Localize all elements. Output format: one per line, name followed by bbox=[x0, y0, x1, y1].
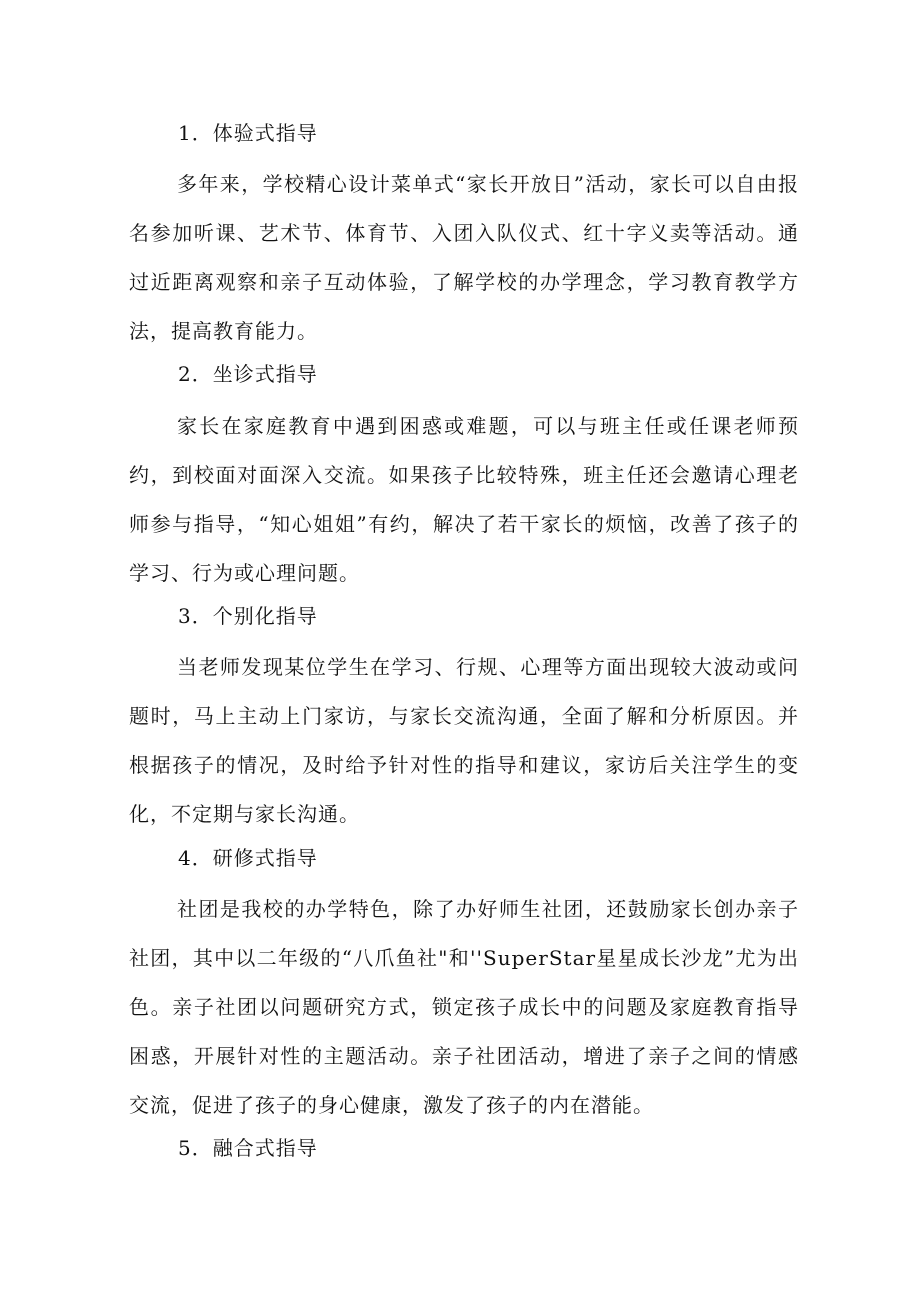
section-heading-3: 3．个别化指导 bbox=[178, 604, 318, 628]
section-heading-5: 5．融合式指导 bbox=[178, 1136, 318, 1160]
section-heading-2: 2．坐诊式指导 bbox=[178, 362, 318, 386]
section-heading-4: 4．研修式指导 bbox=[178, 846, 318, 870]
section-heading-1: 1．体验式指导 bbox=[178, 121, 318, 145]
section-paragraph-2: 家长在家庭教育中遇到困惑或难题，可以与班主任或任课老师预约，到校面对面深入交流。如果孩子比较特殊，班主任还会邀请心理老师参与指导，“知心姐姐”有约，解决了若干家长的烦恼，改善了孩子的学习、行为或心理问题。 bbox=[129, 414, 799, 585]
section-paragraph-1: 多年来，学校精心设计菜单式“家长开放日”活动，家长可以自由报名参加听课、艺术节、体育节、入团入队仪式、红十字义卖等活动。通过近距离观察和亲子互动体验，了解学校的办学理念，学习教育教学方法，提高教育能力。 bbox=[129, 172, 799, 343]
section-paragraph-3: 当老师发现某位学生在学习、行规、心理等方面出现较大波动或问题时，马上主动上门家访，与家长交流沟通，全面了解和分析原因。并根据孩子的情况，及时给予针对性的指导和建议，家访后关注学生的变化，不定期与家长沟通。 bbox=[129, 655, 799, 826]
section-paragraph-4: 社团是我校的办学特色，除了办好师生社团，还鼓励家长创办亲子社团，其中以二年级的“八爪鱼社"和''SuperStar星星成长沙龙”尤为出色。亲子社团以问题研究方式，锁定孩子成长中的问题及家庭教育指导困惑，开展针对性的主题活动。亲子社团活动，增进了亲子之间的情感交流，促进了孩子的身心健康，激发了孩子的内在潜能。 bbox=[129, 897, 799, 1117]
